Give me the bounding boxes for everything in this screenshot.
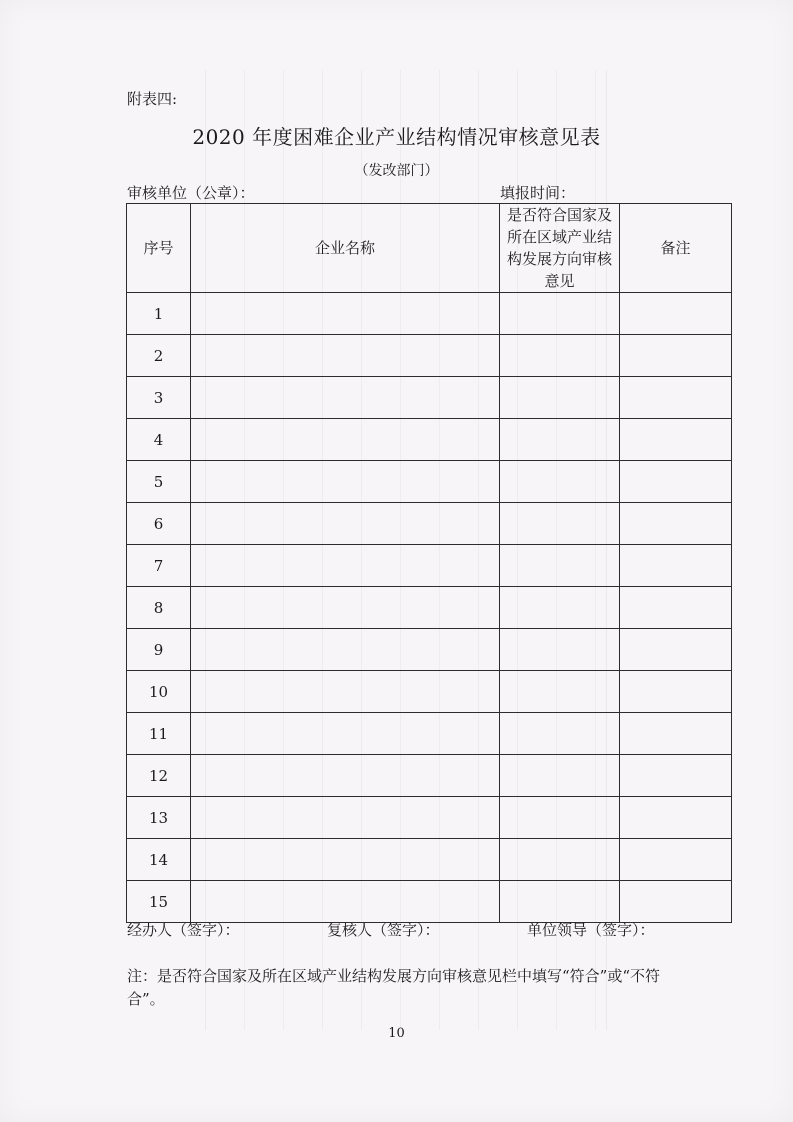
- table-header-row: [127, 204, 732, 293]
- company-name-cell: [191, 293, 500, 335]
- opinion-cell: [500, 545, 620, 587]
- row-number: 5: [127, 461, 191, 503]
- row-number: 13: [127, 797, 191, 839]
- opinion-cell: [500, 503, 620, 545]
- company-name-cell: [191, 839, 500, 881]
- page-subtitle: （发改部门）: [354, 163, 439, 179]
- row-number: 15: [127, 881, 191, 923]
- company-name-cell: [191, 545, 500, 587]
- opinion-cell: [500, 839, 620, 881]
- remark-cell: [620, 713, 732, 755]
- header-company-name: 企业名称: [191, 204, 500, 293]
- table-row: [127, 629, 732, 671]
- row-number: 6: [127, 503, 191, 545]
- fill-time-label: 填报时间：: [500, 184, 576, 202]
- company-name-cell: [191, 755, 500, 797]
- opinion-cell: [500, 881, 620, 923]
- leader-signature-label: 单位领导（签字）：: [527, 921, 655, 939]
- row-number: 14: [127, 839, 191, 881]
- opinion-cell: [500, 671, 620, 713]
- remark-cell: [620, 377, 732, 419]
- table-row: [127, 839, 732, 881]
- row-number: 12: [127, 755, 191, 797]
- table-row: [127, 503, 732, 545]
- company-name-cell: [191, 881, 500, 923]
- company-name-cell: [191, 671, 500, 713]
- reviewer-signature-label: 复核人（签字）：: [327, 921, 440, 939]
- opinion-cell: [500, 797, 620, 839]
- row-number: 10: [127, 671, 191, 713]
- opinion-cell: [500, 377, 620, 419]
- remark-cell: [620, 839, 732, 881]
- company-name-cell: [191, 461, 500, 503]
- table-row: [127, 797, 732, 839]
- remark-cell: [620, 545, 732, 587]
- header-opinion: 是否符合国家及所在区域产业结构发展方向审核意见: [500, 204, 620, 293]
- table-row: [127, 377, 732, 419]
- page-number: 10: [388, 1026, 405, 1041]
- remark-cell: [620, 755, 732, 797]
- row-number: 7: [127, 545, 191, 587]
- remark-cell: [620, 671, 732, 713]
- opinion-cell: [500, 461, 620, 503]
- footnote: 注：是否符合国家及所在区域产业结构发展方向审核意见栏中填写“符合”或“不符合”。: [127, 967, 661, 1008]
- company-name-cell: [191, 503, 500, 545]
- row-number: 1: [127, 293, 191, 335]
- header-remark: 备注: [620, 204, 732, 293]
- handler-signature-label: 经办人（签字）：: [127, 921, 240, 939]
- company-name-cell: [191, 629, 500, 671]
- remark-cell: [620, 461, 732, 503]
- opinion-cell: [500, 335, 620, 377]
- remark-cell: [620, 335, 732, 377]
- row-number: 4: [127, 419, 191, 461]
- opinion-cell: [500, 755, 620, 797]
- page-title: 2020 年度困难企业产业结构情况审核意见表: [192, 125, 601, 149]
- opinion-cell: [500, 629, 620, 671]
- table-row: [127, 713, 732, 755]
- table-row: [127, 461, 732, 503]
- table-row: [127, 335, 732, 377]
- remark-cell: [620, 503, 732, 545]
- review-table: [126, 203, 732, 923]
- company-name-cell: [191, 335, 500, 377]
- table-row: [127, 881, 732, 923]
- table-row: [127, 587, 732, 629]
- company-name-cell: [191, 377, 500, 419]
- company-name-cell: [191, 713, 500, 755]
- remark-cell: [620, 629, 732, 671]
- row-number: 3: [127, 377, 191, 419]
- opinion-cell: [500, 419, 620, 461]
- company-name-cell: [191, 797, 500, 839]
- row-number: 9: [127, 629, 191, 671]
- remark-cell: [620, 587, 732, 629]
- row-number: 11: [127, 713, 191, 755]
- row-number: 2: [127, 335, 191, 377]
- table-row: [127, 293, 732, 335]
- company-name-cell: [191, 587, 500, 629]
- review-unit-label: 审核单位（公章）：: [127, 184, 255, 202]
- opinion-cell: [500, 587, 620, 629]
- table-row: [127, 671, 732, 713]
- table-row: [127, 545, 732, 587]
- remark-cell: [620, 881, 732, 923]
- opinion-cell: [500, 293, 620, 335]
- remark-cell: [620, 419, 732, 461]
- table-row: [127, 755, 732, 797]
- table-row: [127, 419, 732, 461]
- row-number: 8: [127, 587, 191, 629]
- remark-cell: [620, 797, 732, 839]
- remark-cell: [620, 293, 732, 335]
- company-name-cell: [191, 419, 500, 461]
- header-seq: 序号: [127, 204, 191, 293]
- opinion-cell: [500, 713, 620, 755]
- attachment-label: 附表四:: [127, 90, 178, 108]
